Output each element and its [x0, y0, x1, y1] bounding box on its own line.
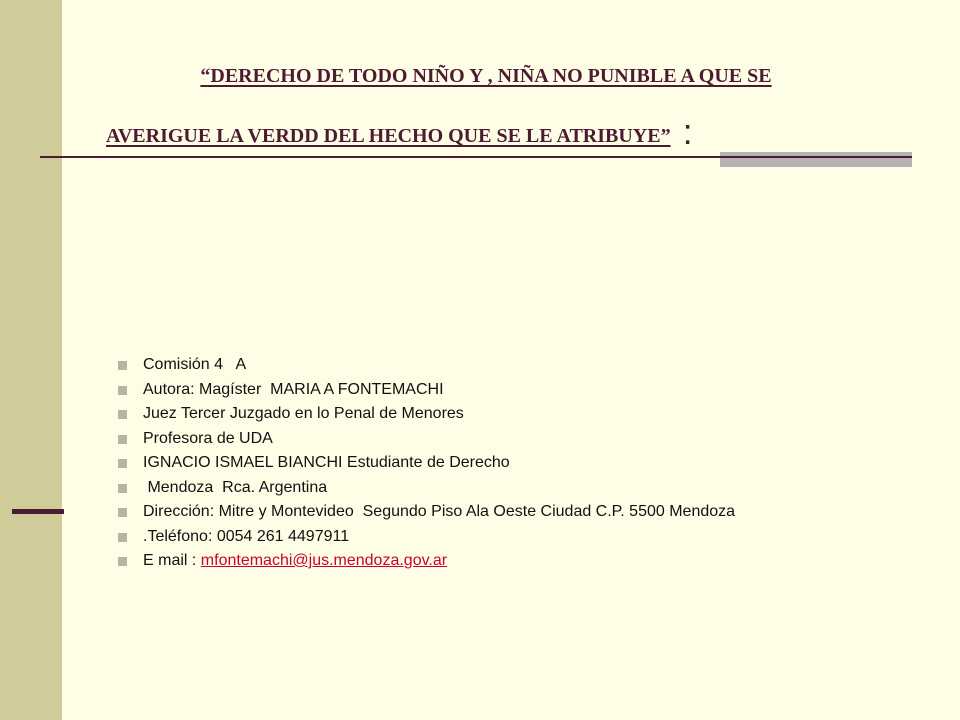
bullet-icon — [118, 508, 127, 517]
bullet-icon — [118, 435, 127, 444]
list-item-judge — [118, 404, 735, 429]
list-item-text: Mendoza Rca. Argentina — [143, 478, 328, 496]
bullet-icon — [118, 557, 127, 566]
bullet-icon — [118, 386, 127, 395]
bullet-icon — [118, 533, 127, 542]
list-item-email — [118, 551, 735, 576]
list-item-text: Profesora de UDA — [143, 429, 273, 447]
bullet-icon — [118, 459, 127, 468]
title-line-1: “DERECHO DE TODO NIÑO Y , NIÑA NO PUNIBLE A QUE SE — [200, 65, 772, 87]
email-link[interactable]: mfontemachi@jus.mendoza.gov.ar — [200, 552, 448, 569]
left-sidebar-bar — [0, 0, 62, 720]
list-item-location — [118, 478, 735, 503]
list-item-text: IGNACIO ISMAEL BIANCHI Estudiante de Derecho — [143, 454, 510, 471]
list-item-text: Juez Tercer Juzgado en lo Penal de Menores — [143, 405, 464, 422]
list-item-text: Dirección: Mitre y Montevideo Segundo Piso Ala Oeste Ciudad C.P. 5500 Mendoza — [143, 503, 736, 520]
list-item-address — [118, 502, 735, 527]
info-list — [118, 355, 735, 576]
title-line-2-text: AVERIGUE LA VERDD DEL HECHO QUE SE LE ATRIBUYE” — [106, 125, 671, 147]
slide-title — [76, 48, 896, 164]
title-rule-gray-block — [720, 152, 912, 167]
bullet-icon — [118, 484, 127, 493]
title-colon: : — [682, 111, 693, 152]
list-item-commission — [118, 355, 735, 380]
list-item-phone — [118, 527, 735, 552]
list-item-text: Comisión 4 A — [143, 356, 247, 373]
email-label: E mail : — [143, 552, 201, 569]
bullet-icon — [118, 410, 127, 419]
list-item-text: Autora: Magíster MARIA A FONTEMACHI — [143, 380, 444, 398]
list-item-text: .Teléfono: 0054 261 4497911 — [143, 527, 350, 545]
list-item-student — [118, 453, 735, 478]
list-item-author — [118, 380, 735, 405]
title-rule-line — [40, 156, 912, 158]
bullet-icon — [118, 361, 127, 370]
left-accent-line — [12, 509, 64, 514]
list-item-professor — [118, 429, 735, 454]
